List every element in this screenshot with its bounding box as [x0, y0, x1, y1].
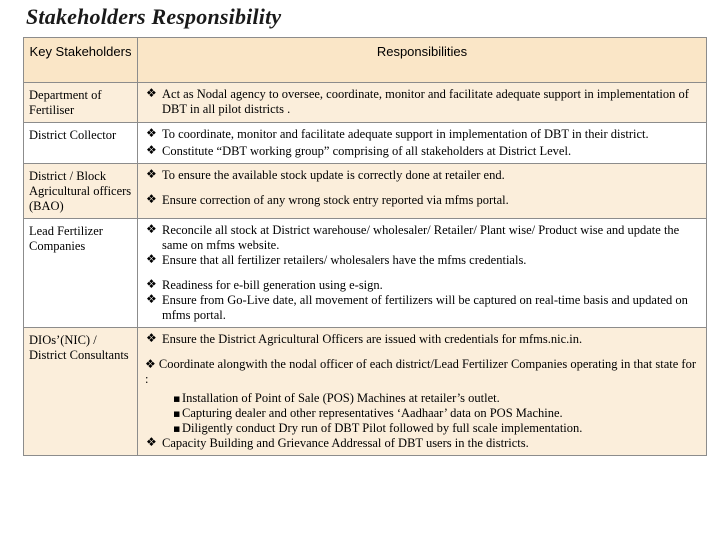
- diamond-bullet-icon: ❖: [146, 126, 157, 140]
- bullet-text: Reconcile all stock at District warehouse/ wholesaler/ Retailer/ Plant wise/ Product wise and update the same on mfms website.: [162, 223, 680, 252]
- list-item: [145, 193, 696, 208]
- table-row: [24, 328, 707, 456]
- diamond-bullet-icon: ❖: [146, 435, 157, 449]
- sub-bullet-text: Diligently conduct Dry run of DBT Pilot followed by full scale implementation.: [182, 421, 583, 435]
- bullet-text: To ensure the available stock update is correctly done at retailer end.: [162, 168, 505, 182]
- responsibility-cell: [138, 123, 707, 164]
- stakeholder-cell: Lead Fertilizer Companies: [24, 219, 138, 328]
- responsibility-cell: [138, 83, 707, 123]
- responsibility-cell: [138, 328, 707, 456]
- list-item: [145, 127, 696, 142]
- stakeholder-cell: DIOs’(NIC) / District Consultants: [24, 328, 138, 456]
- bullet-text: Ensure correction of any wrong stock entry reported via mfms portal.: [162, 193, 509, 207]
- bullet-text: Coordinate alongwith the nodal officer of each district/Lead Fertilizer Companies operating in that state for :: [145, 357, 696, 386]
- bullet-text: Ensure from Go-Live date, all movement of fertilizers will be captured on real-time basis and updated on mfms portal.: [162, 293, 688, 322]
- responsibility-cell: [138, 219, 707, 328]
- diamond-bullet-icon: ❖: [145, 357, 156, 371]
- sub-list-item: [173, 391, 696, 406]
- list-item: [145, 168, 696, 183]
- bullet-text: Constitute “DBT working group” comprising of all stakeholders at District Level.: [162, 144, 572, 158]
- list-item: [145, 144, 696, 159]
- diamond-bullet-icon: ❖: [146, 331, 157, 345]
- list-item: [145, 278, 696, 293]
- diamond-bullet-icon: ❖: [146, 86, 157, 100]
- page-title: Stakeholders Responsibility: [26, 4, 282, 29]
- table-header-row: [24, 38, 707, 83]
- bullet-text: Ensure that all fertilizer retailers/ wholesalers have the mfms credentials.: [162, 253, 527, 267]
- list-item: [145, 293, 696, 323]
- square-bullet-icon: ▪: [173, 422, 181, 435]
- sub-bullet-text: Capturing dealer and other representatives ‘Aadhaar’ data on POS Machine.: [182, 406, 563, 420]
- list-item: [145, 332, 696, 347]
- square-bullet-icon: ▪: [173, 407, 181, 420]
- square-bullet-icon: ▪: [173, 392, 181, 405]
- responsibility-cell: [138, 164, 707, 219]
- sub-list-item: [173, 406, 696, 421]
- table-row: [24, 83, 707, 123]
- header-responsibilities: Responsibilities: [138, 38, 707, 83]
- stakeholder-cell: District / Block Agricultural officers (BAO): [24, 164, 138, 219]
- table-row: [24, 219, 707, 328]
- list-item: [145, 436, 696, 451]
- table-row: [24, 164, 707, 219]
- diamond-bullet-icon: ❖: [146, 292, 157, 306]
- diamond-bullet-icon: ❖: [146, 167, 157, 181]
- bullet-text: Act as Nodal agency to oversee, coordinate, monitor and facilitate adequate support in implementation of DBT in all pilot districts .: [162, 87, 689, 116]
- sub-list-item: [173, 421, 696, 436]
- stakeholder-cell: District Collector: [24, 123, 138, 164]
- stakeholder-cell: Department of Fertiliser: [24, 83, 138, 123]
- diamond-bullet-icon: ❖: [146, 222, 157, 236]
- list-item: [145, 87, 696, 117]
- bullet-text: To coordinate, monitor and facilitate adequate support in implementation of DBT in their district.: [162, 127, 649, 141]
- list-item: [145, 357, 696, 387]
- bullet-text: Ensure the District Agricultural Officers are issued with credentials for mfms.nic.in.: [162, 332, 583, 346]
- list-item: [145, 223, 696, 253]
- bullet-text: Capacity Building and Grievance Addressal of DBT users in the districts.: [162, 436, 529, 450]
- table-row: [24, 123, 707, 164]
- list-item: [145, 253, 696, 268]
- bullet-text: Readiness for e-bill generation using e-sign.: [162, 278, 383, 292]
- stakeholders-table: [23, 37, 707, 456]
- sub-bullet-text: Installation of Point of Sale (POS) Machines at retailer’s outlet.: [182, 391, 500, 405]
- header-key-stakeholders: Key Stakeholders: [24, 38, 138, 83]
- diamond-bullet-icon: ❖: [146, 192, 157, 206]
- diamond-bullet-icon: ❖: [146, 143, 157, 157]
- diamond-bullet-icon: ❖: [146, 252, 157, 266]
- diamond-bullet-icon: ❖: [146, 277, 157, 291]
